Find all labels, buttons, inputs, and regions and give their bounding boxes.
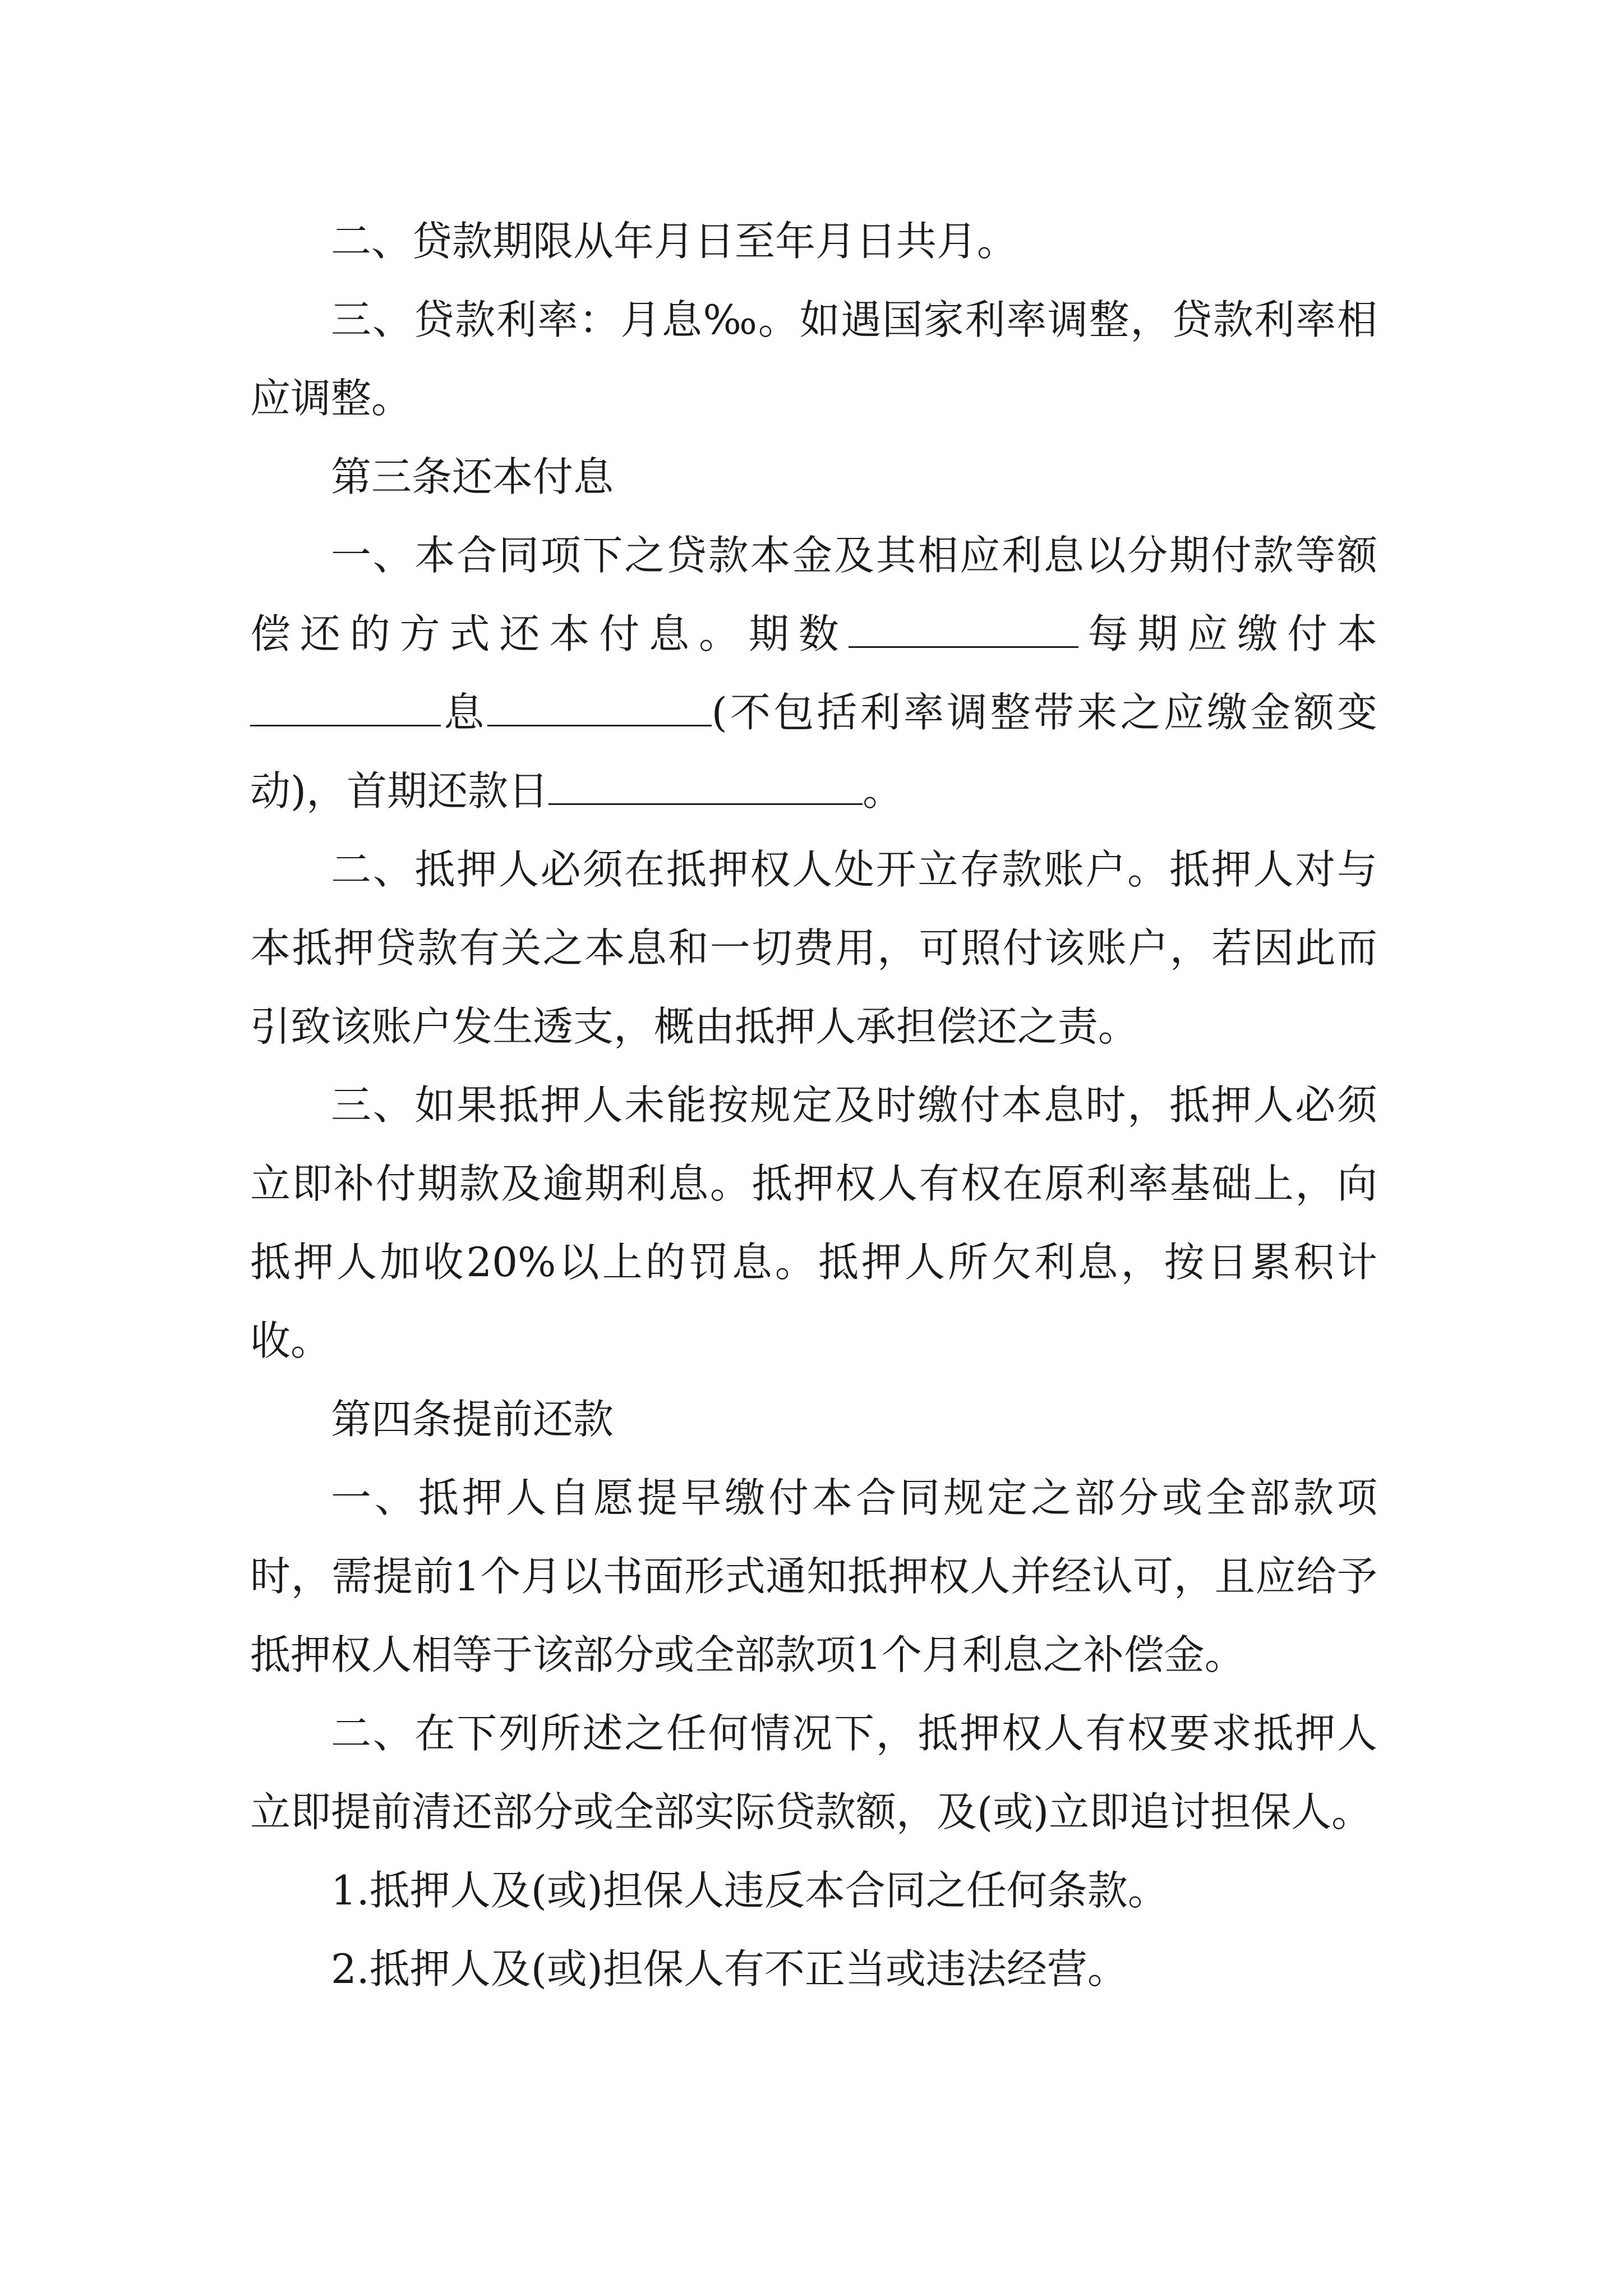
paragraph-late-payment: 三、如果抵押人未能按规定及时缴付本息时，抵押人必须立即补付期款及逾期利息。抵押权人有权在原利率基础上，向抵押人加收20%以上的罚息。抵押人所欠利息，按日累积计收。	[250, 1082, 1377, 1364]
paragraph-acceleration: 二、在下列所述之任何情况下，抵押权人有权要求抵押人立即提前清还部分或全部实际贷款额，及(或)立即追讨担保人。	[250, 1710, 1377, 1835]
paragraph-installments	[250, 516, 1377, 830]
heading-article-3: 第三条还本付息	[331, 453, 614, 500]
paragraph-interest-rate: 三、贷款利率：月息‰。如遇国家利率调整，贷款利率相应调整。	[250, 296, 1377, 422]
list-item-1: 1.抵押人及(或)担保人违反本合同之任何条款。	[331, 1867, 1168, 1914]
list-item-2: 2.抵押人及(或)担保人有不正当或违法经营。	[331, 1945, 1128, 1993]
installments-text-c: 息	[441, 689, 487, 736]
installments-text-b: 每期应缴付本	[1078, 610, 1377, 657]
heading-article-4: 第四条提前还款	[331, 1396, 614, 1443]
blank-installment-count	[849, 611, 1078, 648]
blank-principal-amount	[250, 690, 441, 726]
installments-text-a: 一、本合同项下之贷款本金及其相应利息以分期付款等额偿还的方式还本付息。期数	[250, 532, 1377, 657]
document-body	[250, 202, 1377, 2008]
blank-interest-amount	[487, 690, 712, 726]
blank-first-payment-date	[548, 769, 863, 805]
installments-text-d: (不包括利率调整带来之应缴金额变动)，首期还款日	[250, 689, 1377, 815]
installments-text-e: 。	[863, 767, 903, 815]
paragraph-loan-term: 二、贷款期限从年月日至年月日共月。	[331, 218, 1018, 265]
paragraph-early-repayment: 一、抵押人自愿提早缴付本合同规定之部分或全部款项时，需提前1个月以书面形式通知抵押权人并经认可，且应给予抵押权人相等于该部分或全部款项1个月利息之补偿金。	[250, 1474, 1377, 1678]
paragraph-deposit-account: 二、抵押人必须在抵押权人处开立存款账户。抵押人对与本抵押贷款有关之本息和一切费用，可照付该账户，若因此而引致该账户发生透支，概由抵押人承担偿还之责。	[250, 846, 1377, 1050]
